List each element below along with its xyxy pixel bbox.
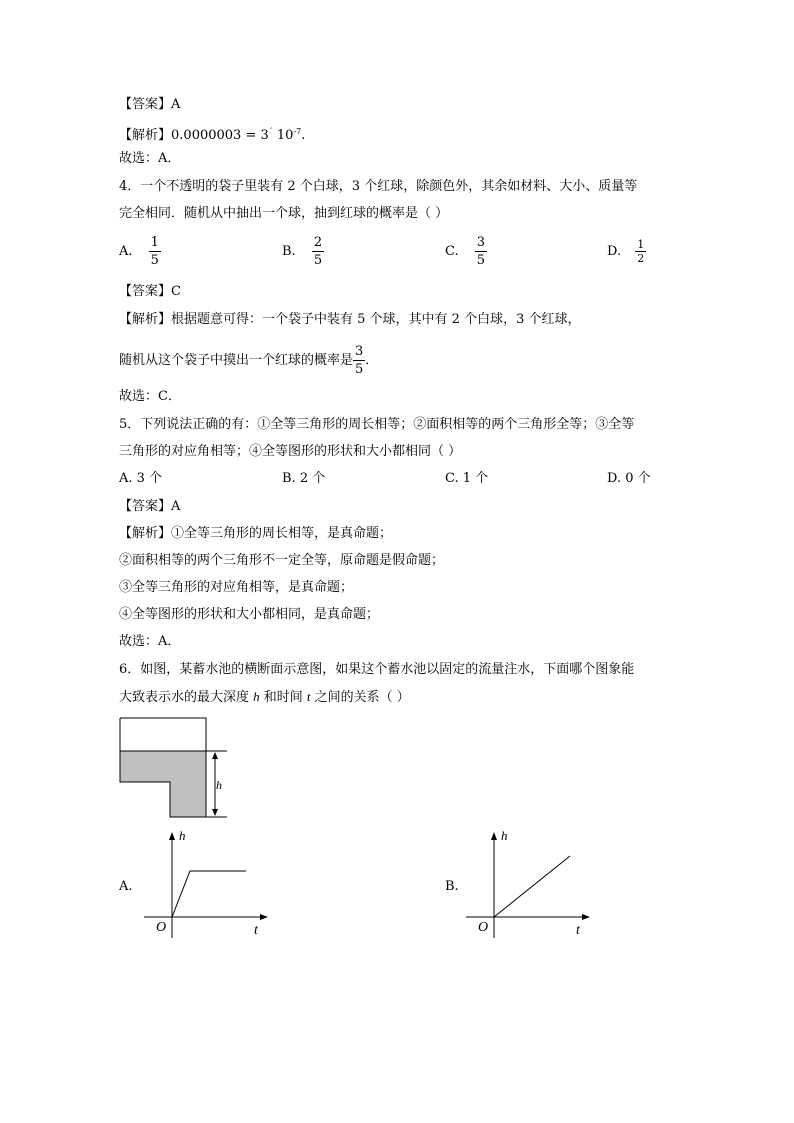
q4-analysis-text: 随机从这个袋子中摸出一个红球的概率是 [119, 353, 354, 368]
q4-option-fraction [635, 238, 646, 265]
q3-analysis [119, 123, 305, 145]
depth-label: h [216, 778, 222, 792]
q6-stem-line2 [119, 688, 410, 707]
q6-graph-a [140, 826, 280, 942]
q4-answer: 【答案】C [119, 284, 181, 299]
fraction-denominator: 5 [150, 253, 159, 268]
origin-label: O [156, 920, 167, 935]
q4-option-a [119, 234, 161, 269]
fraction-numerator: 2 [313, 235, 323, 250]
x-axis-label: t [254, 923, 258, 938]
origin-label: O [478, 920, 489, 935]
reservoir-cross-section [115, 714, 245, 824]
y-axis-arrow-icon [169, 832, 175, 840]
q6-stem-line1: 6．如图，某蓄水池的横断面示意图，如果这个蓄水池以固定的流量注水，下面哪个图象能 [119, 662, 635, 677]
q5-option-a: A. 3 个 [119, 471, 163, 486]
q6-stem-text: 之间的关系（ ） [310, 690, 410, 705]
fraction-numerator: 3 [355, 344, 364, 359]
fraction-numerator: 1 [150, 235, 159, 250]
y-axis-arrow-icon [491, 832, 497, 840]
q6-var-h: h [253, 689, 260, 704]
q4-option-fraction [475, 234, 487, 269]
fraction-numerator: 3 [476, 235, 486, 250]
q5-answer: 【答案】A [119, 499, 181, 514]
q4-option-label: D. [607, 244, 622, 259]
q4-option-label: C. [445, 244, 459, 259]
q4-option-d [607, 238, 646, 265]
water-region [120, 751, 206, 817]
q3-analysis-times: ´ [268, 127, 273, 136]
q5-stem-line1: 5．下列说法正确的有：①全等三角形的周长相等；②面积相等的两个三角形全等；③全等 [119, 417, 635, 432]
fraction-numerator: 1 [637, 238, 645, 251]
y-axis-label: h [179, 828, 186, 843]
q4-option-label: A. [119, 244, 133, 259]
q3-analysis-ten: 10 [272, 128, 294, 143]
fraction-denominator: 2 [637, 252, 645, 265]
q6-stem-text: 大致表示水的最大深度 [119, 690, 254, 705]
q6-var-t: t [306, 689, 311, 704]
x-axis-arrow-icon [582, 914, 590, 920]
q5-option-c: C. 1 个 [445, 471, 489, 486]
graph-b-curve [494, 856, 570, 917]
q4-choose: 故选：C． [119, 389, 181, 404]
q5-analysis-line3: ③全等三角形的对应角相等，是真命题； [119, 580, 354, 595]
q4-analysis-end: ． [365, 353, 379, 368]
q5-option-b: B. 2 个 [282, 471, 326, 486]
q6-stem-text: 和时间 [259, 690, 307, 705]
q5-analysis-line4: ④全等图形的形状和大小都相同，是真命题； [119, 607, 380, 622]
q6-graph-b [462, 826, 602, 942]
q4-stem-line2: 完全相同．随机从中抽出一个球，抽到红球的概率是（ ） [119, 206, 449, 221]
q3-analysis-end: . [301, 128, 306, 143]
y-axis-label: h [501, 828, 508, 843]
fraction-denominator: 5 [313, 253, 323, 268]
q6-option-a-label: A. [119, 879, 133, 894]
q5-option-d: D. 0 个 [607, 471, 651, 486]
q4-analysis-line1: 【解析】根据题意可得：一个袋子中装有 5 个球，其中有 2 个白球，3 个红球， [119, 312, 581, 327]
q3-analysis-label: 【解析】 [119, 128, 172, 143]
fraction-denominator: 5 [476, 253, 486, 268]
q5-analysis-line2: ②面积相等的两个三角形不一定全等，原命题是假命题； [119, 553, 445, 568]
q3-analysis-exp: -7 [293, 127, 302, 136]
q4-analysis-fraction [353, 343, 365, 378]
q3-choose: 故选：A． [119, 151, 181, 166]
q5-stem-line2: 三角形的对应角相等；④全等图形的形状和大小都相同（ ） [119, 444, 462, 459]
q4-option-b [282, 234, 324, 269]
q3-analysis-lhs: 0.0000003 = 3 [171, 128, 269, 143]
q6-option-b-label: B. [445, 879, 459, 894]
q4-stem-line1: 4．一个不透明的袋子里装有 2 个白球，3 个红球，除颜色外，其余如材料、大小、质量等 [119, 179, 638, 194]
graph-a-curve [172, 871, 246, 917]
fraction-denominator: 5 [355, 362, 364, 377]
x-axis-label: t [576, 923, 580, 938]
q3-answer: 【答案】A [119, 97, 181, 112]
q4-option-fraction [149, 234, 161, 269]
q4-option-c [445, 234, 487, 269]
q5-analysis-line1: 【解析】①全等三角形的周长相等，是真命题； [119, 526, 393, 541]
x-axis-arrow-icon [260, 914, 268, 920]
q4-analysis-line2 [119, 343, 378, 378]
q4-option-label: B. [282, 244, 296, 259]
q5-choose: 故选：A． [119, 634, 181, 649]
q4-option-fraction [312, 234, 324, 269]
